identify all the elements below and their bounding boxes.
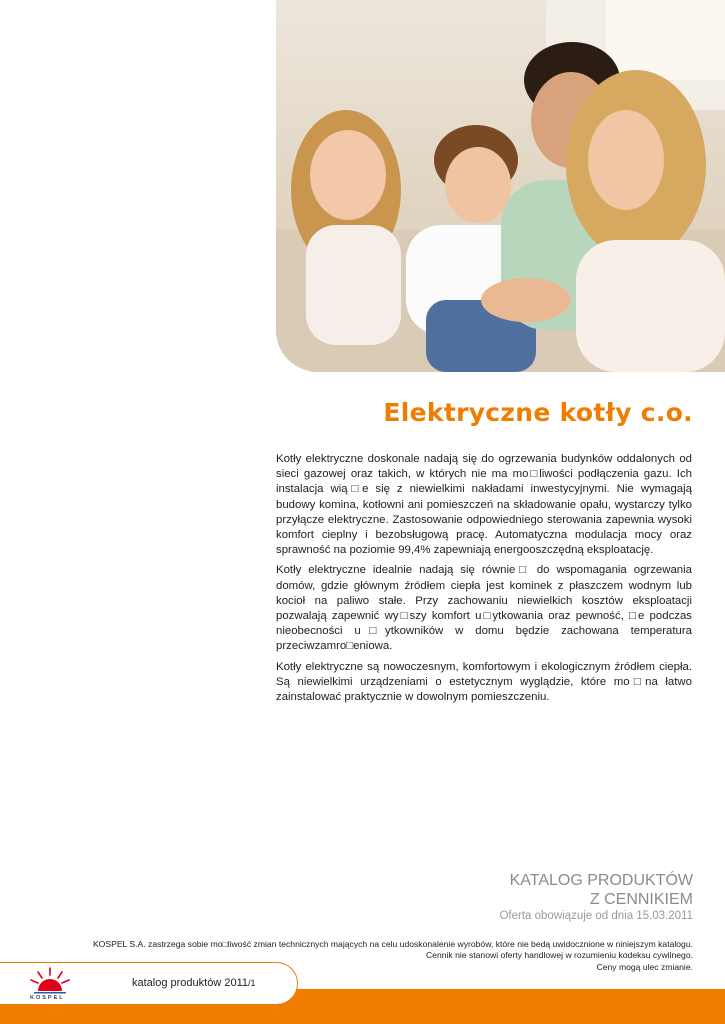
catalog-title: KATALOG PRODUKTÓW: [509, 872, 693, 889]
paragraph: Kotły elektryczne idealnie nadają się równie□ do wspomagania ogrzewania domów, gdzie głównym źródłem ciepła jest kominek z płaszczem wodnym lub kocioł na paliwo stałe. Przy zachowaniu niewielkich kosztów eksploatacji pozwalają zapewnić wy□szy komfort u□ytkowania oraz pewność, □e podczas nieobecności u□ytkowników w domu będzie zachowana temperatura przeciwzamro□eniowa.: [276, 564, 692, 653]
page-title: Elektryczne kotły c.o.: [383, 398, 693, 427]
hero-family-photo: [276, 0, 725, 372]
page-number: /1: [248, 978, 256, 988]
catalog-block: [499, 871, 693, 924]
catalog-subtitle: Z CENNIKIEM: [589, 891, 693, 908]
sun-logo-icon: [28, 965, 72, 999]
footer-label-text: katalog produktów 2011: [132, 977, 248, 989]
logo-wordmark: KOSPEL: [30, 995, 65, 1001]
footer-label: [132, 977, 256, 989]
paragraph: Kotły elektryczne są nowoczesnym, komfortowym i ekologicznym źródłem ciepła. Są niewielkimi urządzeniami o estetycznym wyglądzie, które mo□na łatwo zainstalować praktycznie w dowolnym pomieszczeniu.: [276, 660, 692, 704]
intro-text: [276, 452, 692, 710]
disclaimer-line: KOSPEL S.A. zastrzega sobie mo□liwość zmian technicznych mających na celu udoskonalenie wyrobów, które nie bedą uwidocznione w niniejszym katalogu.: [92, 939, 693, 949]
disclaimer-line: Cennik nie stanowi oferty handlowej w rozumieniu kodeksu cywilnego.: [425, 950, 693, 961]
paragraph: Kotły elektryczne doskonale nadają się do ogrzewania budynków oddalonych od sieci gazowej oraz takich, w których nie ma mo□liwości podłączenia gazu. Ich instalacja wią□e się z niewielkimi nakładami inwestycyjnymi. Nie wymagają budowy komina, kotłowni ani pomieszczeń na składowanie opału, wystarczy tylko przyłącze elektryczne. Zastosowanie odpowiedniego sterowania zapewnia wysoki komfort cieplny i bezobsługową pracę. Automatyczna modulacja mocy oraz sprawność na poziomie 99,4% zapewniają energooszczędną eksploatację.: [276, 453, 692, 557]
offer-validity: Oferta obowiązuje od dnia 15.03.2011: [499, 910, 693, 922]
disclaimer-line: Ceny mogą ulec zmianie.: [596, 961, 693, 972]
